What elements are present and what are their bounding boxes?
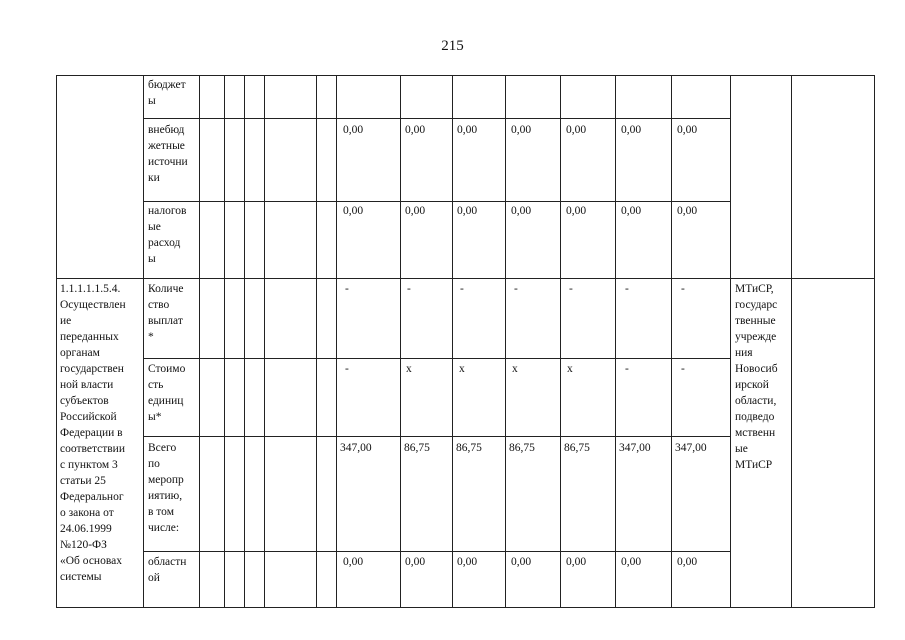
grid-line (224, 75, 225, 608)
value-cell: - (345, 283, 349, 295)
grid-line (56, 278, 875, 279)
value-cell: x (512, 363, 518, 375)
value-cell: 86,75 (404, 442, 430, 454)
grid-line (56, 607, 875, 608)
value-cell: x (567, 363, 573, 375)
value-cell: - (407, 283, 411, 295)
source-cell: бюджет ы (148, 79, 186, 107)
value-cell: 0,00 (566, 124, 587, 136)
value-cell: 0,00 (621, 124, 642, 136)
value-cell: - (681, 283, 685, 295)
value-cell: 347,00 (619, 442, 651, 454)
source-cell: Количе ство выплат * (148, 283, 184, 343)
value-cell: 86,75 (456, 442, 482, 454)
value-cell: - (514, 283, 518, 295)
grid-line (143, 551, 731, 552)
grid-line (199, 75, 200, 608)
grid-line (56, 75, 875, 76)
value-cell: 0,00 (677, 124, 698, 136)
value-cell: 0,00 (457, 205, 478, 217)
source-cell: Стоимо сть единиц ы* (148, 363, 186, 423)
grid-line (143, 201, 731, 202)
value-cell: - (569, 283, 573, 295)
value-cell: 0,00 (343, 556, 364, 568)
grid-line (143, 436, 731, 437)
grid-line (143, 358, 731, 359)
grid-line (505, 75, 506, 608)
source-cell: внебюд жетные источни ки (148, 124, 188, 184)
grid-line (671, 75, 672, 608)
value-cell: 0,00 (511, 556, 532, 568)
value-cell: - (681, 363, 685, 375)
grid-line (316, 75, 317, 608)
value-cell: - (460, 283, 464, 295)
value-cell: 0,00 (405, 124, 426, 136)
value-cell: 347,00 (675, 442, 707, 454)
value-cell: 86,75 (564, 442, 590, 454)
value-cell: x (406, 363, 412, 375)
value-cell: - (345, 363, 349, 375)
value-cell: 0,00 (566, 556, 587, 568)
grid-line (336, 75, 337, 608)
grid-line (264, 75, 265, 608)
source-cell: налогов ые расход ы (148, 205, 187, 265)
grid-line (244, 75, 245, 608)
value-cell: 0,00 (405, 556, 426, 568)
page-number: 215 (441, 38, 464, 54)
value-cell: 0,00 (677, 205, 698, 217)
value-cell: 0,00 (621, 205, 642, 217)
value-cell: 0,00 (566, 205, 587, 217)
value-cell: 0,00 (405, 205, 426, 217)
source-cell: Всего по меропр иятию, в том числе: (148, 442, 184, 534)
value-cell: 0,00 (511, 124, 532, 136)
executor-cell: МТиСР, государс твенные учрежде ния Новосиб ирской области, подведо мственн ые МТиСР (735, 283, 778, 471)
source-cell: областн ой (148, 556, 187, 584)
value-cell: 0,00 (343, 205, 364, 217)
grid-line (560, 75, 561, 608)
grid-line (56, 75, 57, 608)
grid-line (615, 75, 616, 608)
value-cell: 0,00 (511, 205, 532, 217)
grid-line (452, 75, 453, 608)
value-cell: 0,00 (457, 124, 478, 136)
grid-line (791, 75, 792, 608)
value-cell: - (625, 283, 629, 295)
value-cell: - (625, 363, 629, 375)
grid-line (730, 75, 731, 608)
grid-line (143, 118, 731, 119)
value-cell: 86,75 (509, 442, 535, 454)
value-cell: 0,00 (677, 556, 698, 568)
grid-line (400, 75, 401, 608)
value-cell: 347,00 (340, 442, 372, 454)
value-cell: 0,00 (343, 124, 364, 136)
grid-line (143, 75, 144, 608)
grid-line (874, 75, 875, 608)
value-cell: x (459, 363, 465, 375)
value-cell: 0,00 (457, 556, 478, 568)
activity-cell: 1.1.1.1.1.5.4. Осуществлен ие переданных органам государствен ной власти субъектов Российской Федерации в соответствии с пунктом 3 статьи 25 Федеральног о закона от 24.06.1999 №120-ФЗ «Об основах системы (60, 283, 126, 583)
value-cell: 0,00 (621, 556, 642, 568)
